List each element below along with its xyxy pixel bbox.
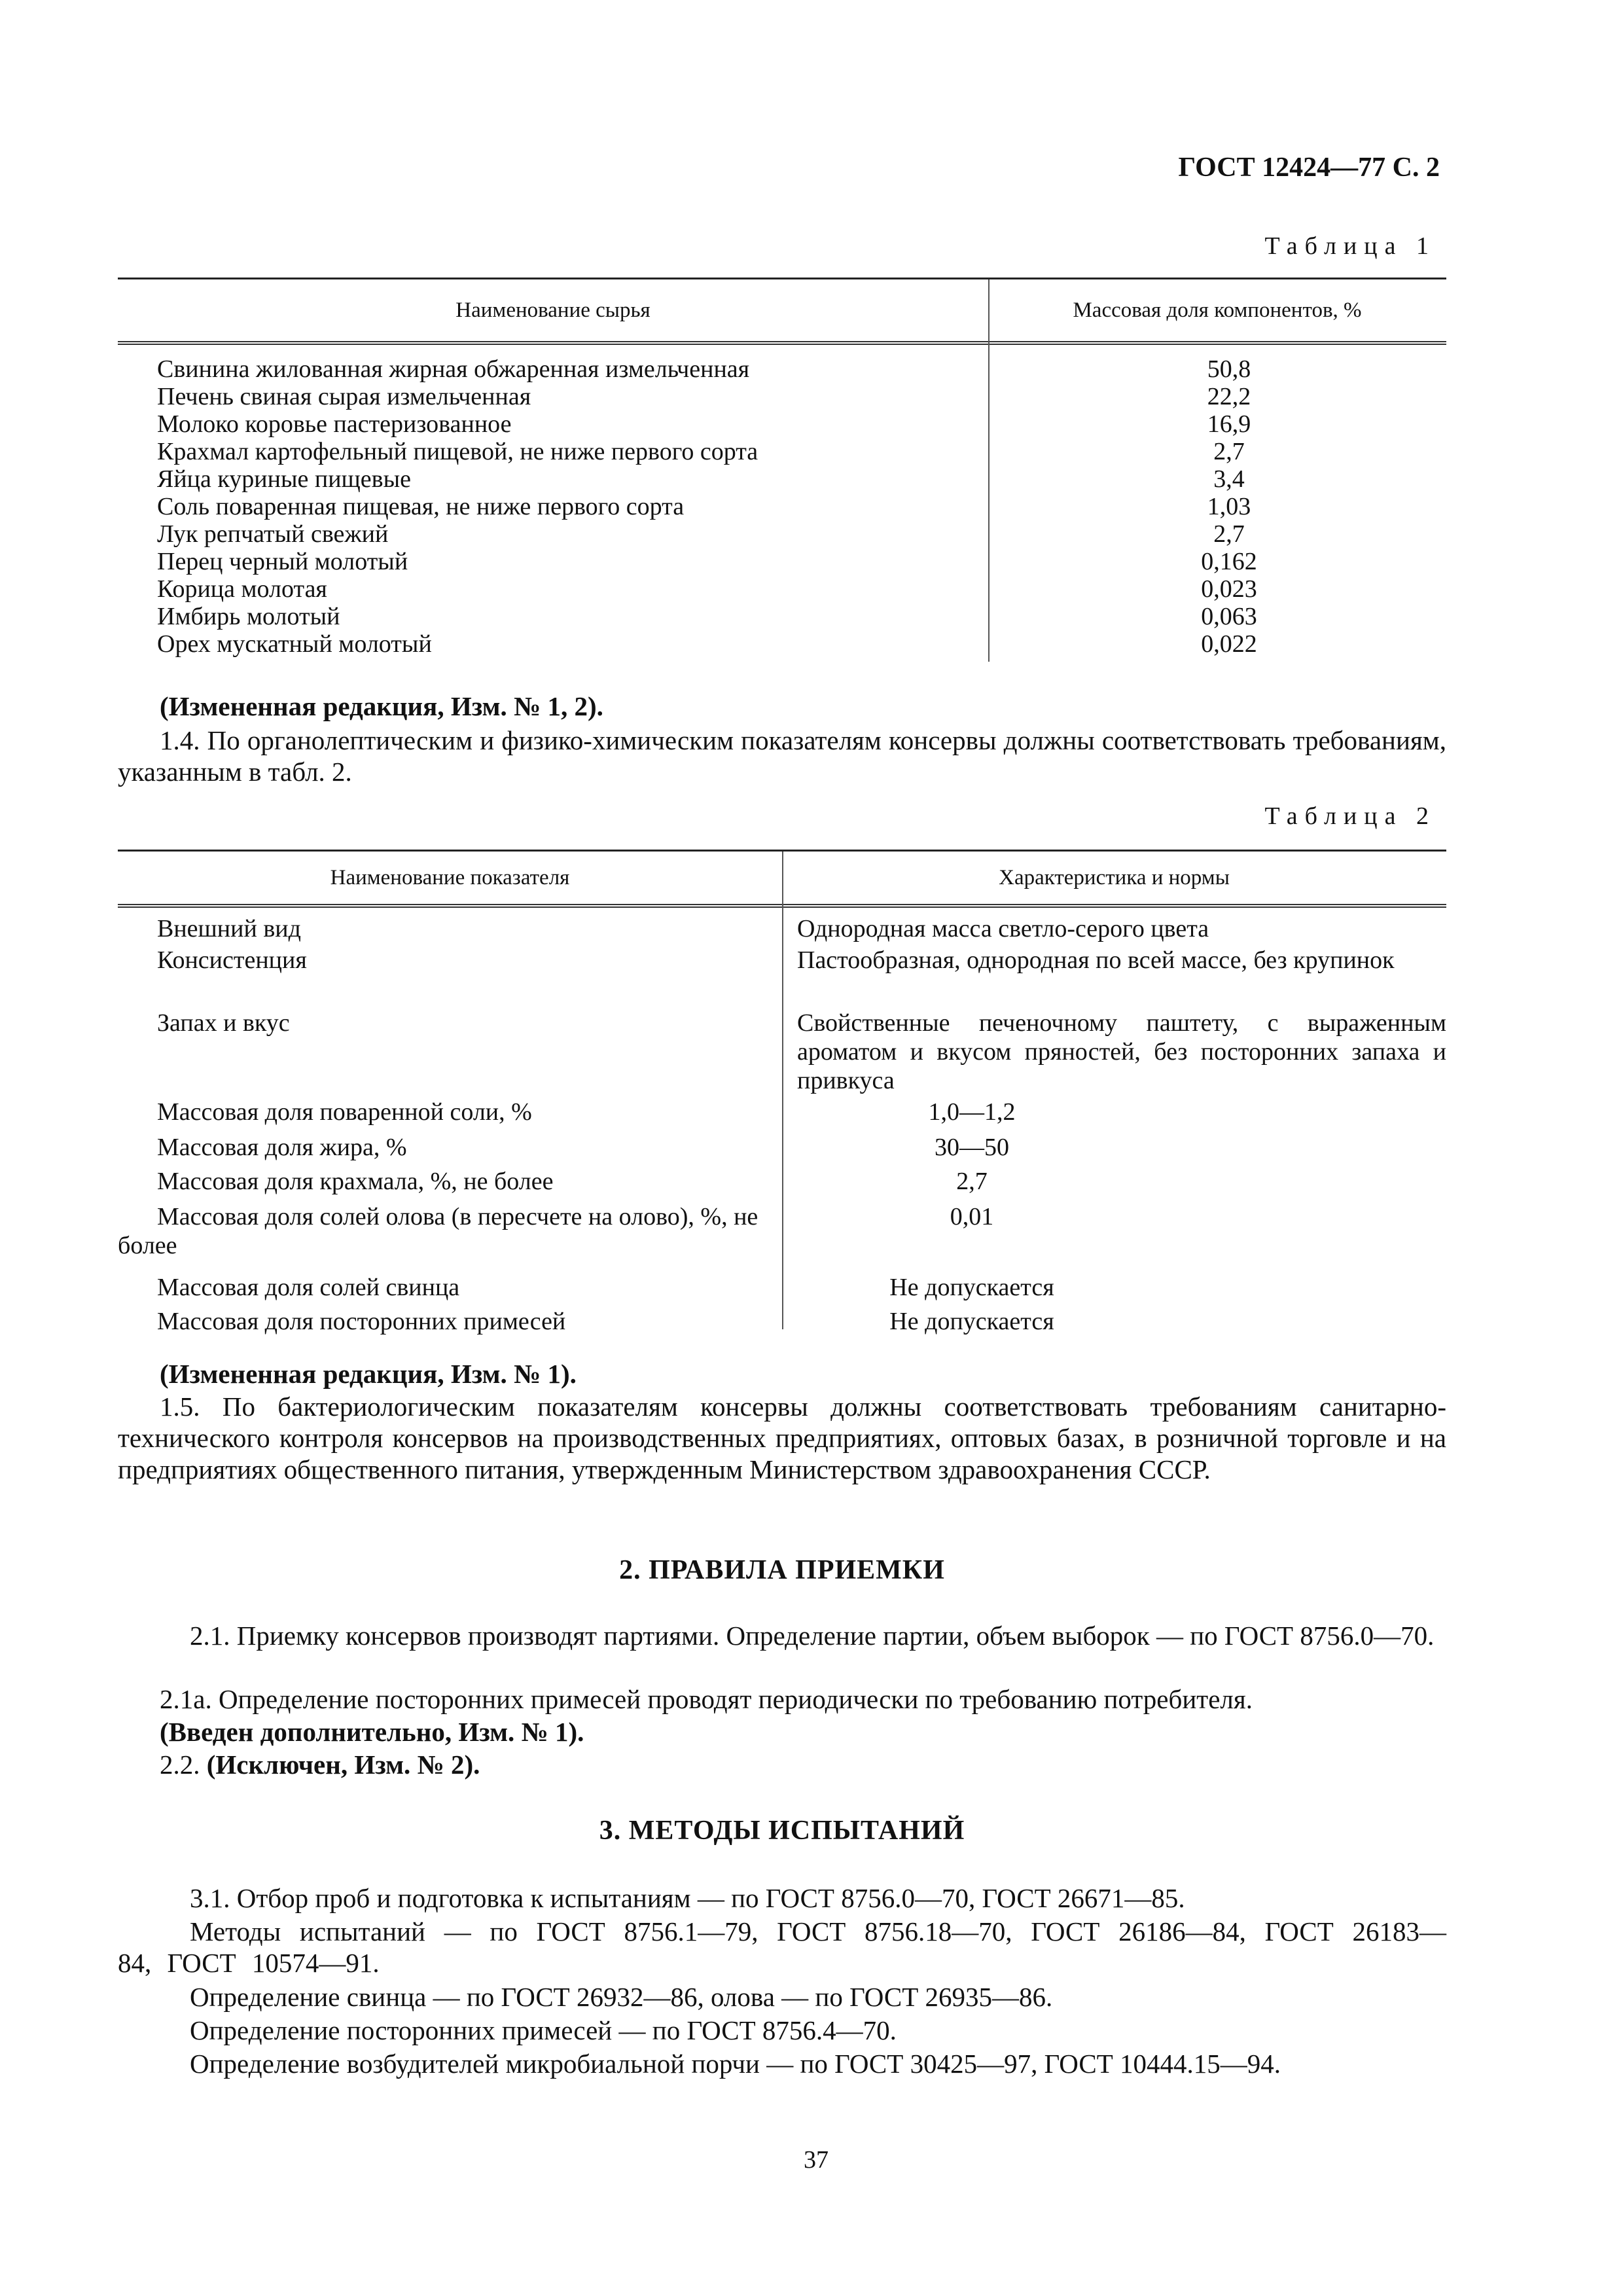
table1-row: [118, 520, 1446, 548]
table1-row-value: 2,7: [1213, 520, 1245, 548]
table1-row-name: Орех мускатный молотый: [157, 630, 432, 658]
table1-row-name: Лук репчатый свежий: [157, 520, 389, 548]
table1-row-name: Крахмал картофельный пищевой, не ниже первого сорта: [157, 438, 758, 465]
table2-row-value: 30—50: [935, 1134, 1009, 1161]
table1-col-name: Наименование сырья: [455, 298, 651, 322]
table1-row-value: 0,063: [1201, 603, 1257, 630]
paragraph-2-2: [118, 1749, 1446, 1780]
table2-row-value: Пастообразная, однородная по всей массе, без крупинок: [797, 946, 1395, 974]
table1-row: [118, 548, 1446, 575]
table2: [118, 850, 1446, 1335]
table1-row-value: 0,162: [1201, 548, 1257, 575]
section-3-title: 3. МЕТОДЫ ИСПЫТАНИЙ: [599, 1816, 965, 1846]
table1-row-name: Корица молотая: [157, 575, 327, 603]
table1-row: [118, 438, 1446, 465]
table1-row: [118, 465, 1446, 493]
table1-row-value: 0,023: [1201, 575, 1257, 603]
table1-row-value: 0,022: [1201, 630, 1257, 658]
table1-row-value: 50,8: [1207, 355, 1251, 383]
table1-row-value: 2,7: [1213, 438, 1245, 465]
table1-header: [118, 279, 1446, 345]
page-number: 37: [804, 2146, 829, 2174]
table2-row-name: Консистенция: [157, 946, 307, 974]
paragraph-3-1-impurities: Определение посторонних примесей — по ГОСТ 8756.4—70.: [190, 2015, 897, 2045]
table1-row: [118, 575, 1446, 603]
table2-col-norms: Характеристика и нормы: [999, 865, 1230, 889]
table1: [118, 278, 1446, 660]
section-2-title: 2. ПРАВИЛА ПРИЕМКИ: [619, 1555, 945, 1585]
paragraph-2-1: 2.1. Приемку консервов производят партиями. Определение партии, объем выборок — по ГОСТ 8756.0—70.: [190, 1621, 1435, 1651]
amendment-note-1: (Измененная редакция, Изм. № 1, 2).: [160, 691, 603, 721]
table2-row-name: Внешний вид: [157, 915, 301, 942]
table1-col-share: Массовая доля компонентов, %: [1073, 298, 1362, 322]
table1-caption: Таблица 1: [1264, 232, 1436, 260]
paragraph-3-1-methods: Методы испытаний — по ГОСТ 8756.1—79, ГОСТ 8756.18—70, ГОСТ 26186—84, ГОСТ 26183—84, ГОСТ 10574—91.: [118, 1916, 1446, 1978]
table2-row-name: Массовая доля крахмала, %, не более: [157, 1168, 554, 1195]
table1-row-name: Перец черный молотый: [157, 548, 408, 575]
paragraph-2-2-text: (Исключен, Изм. № 2).: [206, 1749, 480, 1780]
table2-row: [118, 914, 1446, 946]
table1-row: [118, 383, 1446, 410]
table1-row-name: Яйца куриные пищевые: [157, 465, 412, 493]
table2-row: [118, 946, 1446, 1009]
table2-row: [118, 1273, 1446, 1307]
table2-row-name: Запах и вкус: [157, 1009, 290, 1037]
table1-row-value: 3,4: [1213, 465, 1245, 493]
table2-row-value: 0,01: [950, 1203, 994, 1230]
table1-row-value: 16,9: [1207, 410, 1251, 438]
table2-row: [118, 1098, 1446, 1133]
paragraph-3-1-microbial: Определение возбудителей микробиальной порчи — по ГОСТ 30425—97, ГОСТ 10444.15—94.: [190, 2049, 1281, 2079]
table2-row-name: Массовая доля солей олова (в пересчете на олово), %, не более: [118, 1203, 758, 1259]
table2-row-value: 1,0—1,2: [928, 1098, 1016, 1126]
running-header: ГОСТ 12424—77 С. 2: [1178, 152, 1440, 183]
table2-row: [118, 1009, 1446, 1098]
table2-row-value: Свойственные печеночному паштету, с выраженным ароматом и вкусом пряностей, без посторонних запаха и привкуса: [797, 1009, 1446, 1094]
paragraph-1-5: 1.5. По бактериологическим показателям консервы должны соответствовать требованиям санитарно-технического контроля консервов на производственных предприятиях, оптовых базах, в розничной торговле и на предприятиях общественного питания, утвержденным Министерством здравоохранения СССР.: [118, 1391, 1446, 1484]
table1-row-value: 22,2: [1207, 383, 1251, 410]
table2-row-value: Не допускается: [889, 1308, 1054, 1335]
table2-row-value: Однородная масса светло-серого цвета: [797, 915, 1209, 942]
table2-row-name: Массовая доля посторонних примесей: [157, 1308, 566, 1335]
table1-row-name: Соль поваренная пищевая, не ниже первого сорта: [157, 493, 685, 520]
table1-row: [118, 603, 1446, 630]
paragraph-2-2-number: 2.2.: [160, 1749, 200, 1780]
table2-row: [118, 1133, 1446, 1167]
paragraph-1-4: 1.4. По органолептическим и физико-химическим показателям консервы должны соответствовать требованиям, указанным в табл. 2.: [118, 725, 1446, 787]
paragraph-2-1a: 2.1а. Определение посторонних примесей проводят периодически по требованию потребителя.: [160, 1684, 1253, 1714]
paragraph-3-1-lead-tin: Определение свинца — по ГОСТ 26932—86, олова — по ГОСТ 26935—86.: [190, 1982, 1053, 2012]
amendment-note-2: (Измененная редакция, Изм. № 1).: [160, 1359, 577, 1389]
table2-col-name: Наименование показателя: [330, 865, 570, 889]
table2-row-value: Не допускается: [889, 1274, 1054, 1301]
table2-row: [118, 1167, 1446, 1202]
table2-row: [118, 1307, 1446, 1341]
table1-row: [118, 493, 1446, 520]
table1-row-name: Молоко коровье пастеризованное: [157, 410, 512, 438]
table1-row: [118, 630, 1446, 658]
table2-caption: Таблица 2: [1264, 802, 1436, 830]
table1-row: [118, 410, 1446, 438]
table2-row-name: Массовая доля солей свинца: [157, 1274, 460, 1301]
table1-row-name: Имбирь молотый: [157, 603, 340, 630]
paragraph-3-1: 3.1. Отбор проб и подготовка к испытаниям — по ГОСТ 8756.0—70, ГОСТ 26671—85.: [190, 1883, 1185, 1913]
table1-row: [118, 355, 1446, 383]
table1-row-name: Печень свиная сырая измельченная: [157, 383, 531, 410]
table1-row-value: 1,03: [1207, 493, 1251, 520]
table2-row-name: Массовая доля жира, %: [157, 1134, 407, 1161]
table1-row-name: Свинина жилованная жирная обжаренная измельченная: [157, 355, 750, 383]
paragraph-2-1a-note: (Введен дополнительно, Изм. № 1).: [160, 1717, 584, 1747]
table2-row-name: Массовая доля поваренной соли, %: [157, 1098, 532, 1126]
table1-body: [118, 355, 1446, 658]
table2-row: [118, 1202, 1446, 1273]
table2-row-value: 2,7: [956, 1168, 988, 1195]
